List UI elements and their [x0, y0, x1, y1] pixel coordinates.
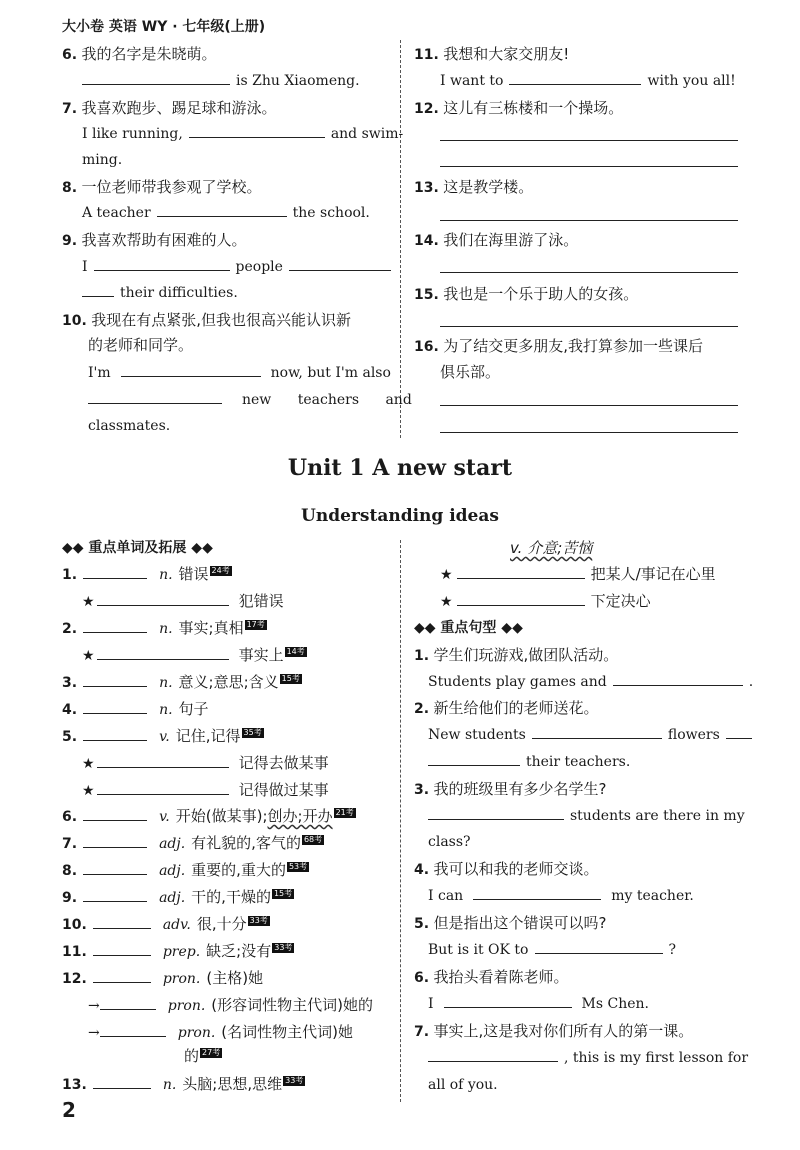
answer-blank[interactable] — [289, 257, 391, 271]
answer-blank[interactable] — [473, 886, 601, 900]
answer-blank[interactable] — [97, 592, 229, 606]
answer-line: , this is my first lesson for — [428, 1048, 748, 1068]
list-item: 16. 为了结交更多朋友,我打算参加一些课后 — [414, 337, 704, 355]
wavy-underlined-text: 创办;开办 — [267, 807, 333, 825]
answer-blank[interactable] — [457, 565, 585, 579]
answer-blank[interactable] — [83, 619, 147, 633]
exam-badge: 14考 — [286, 647, 305, 657]
answer-line: I can my teacher. — [428, 888, 694, 904]
vocab-item: 9. adj. 干的,干燥的 15考 — [62, 888, 293, 906]
list-item: 15. 我也是一个乐于助人的女孩。 — [414, 285, 639, 303]
list-item: 5. 但是指出这个错误可以吗? — [414, 914, 607, 932]
answer-blank[interactable] — [93, 1075, 151, 1089]
answer-blank[interactable] — [94, 257, 230, 271]
answer-line[interactable] — [440, 166, 738, 167]
answer-blank[interactable] — [444, 994, 572, 1008]
list-item: 11. 我想和大家交朋友! — [414, 45, 570, 63]
list-item-cont: 俱乐部。 — [440, 363, 501, 381]
answer-line-cont: all of you. — [428, 1077, 498, 1093]
answer-blank[interactable] — [93, 969, 151, 983]
exam-badge: 33考 — [274, 943, 293, 953]
exam-badge: 35考 — [243, 728, 262, 738]
answer-line[interactable] — [440, 405, 738, 406]
list-item: 8. 一位老师带我参观了学校。 — [62, 178, 262, 196]
vocab-heading: ◆◆ 重点单词及拓展 ◆◆ — [62, 540, 213, 556]
answer-blank[interactable] — [83, 700, 147, 714]
vocab-item: 12. pron. (主格)她 — [62, 969, 264, 987]
answer-blank[interactable] — [97, 754, 229, 768]
answer-line-cont: classmates. — [88, 418, 171, 434]
answer-line[interactable] — [440, 326, 738, 327]
answer-line: I want to with you all! — [440, 73, 736, 89]
answer-blank[interactable] — [97, 781, 229, 795]
exam-badge: 27考 — [202, 1048, 221, 1058]
answer-line: New students flowers — [428, 725, 758, 745]
answer-blank[interactable] — [100, 1023, 166, 1037]
vocab-item: 1. n. 错误 24考 — [62, 565, 230, 583]
answer-blank[interactable] — [457, 592, 585, 606]
list-item: 14. 我们在海里游了泳。 — [414, 231, 579, 249]
list-item: 1. 学生们玩游戏,做团队活动。 — [414, 646, 619, 664]
answer-blank[interactable] — [97, 646, 229, 660]
answer-blank[interactable] — [83, 727, 147, 741]
vocab-item: 6. v. 开始(做某事);创办;开办 21考 — [62, 807, 354, 825]
answer-line-cont: ming. — [82, 152, 123, 168]
vocab-item: ★ 记得做过某事 — [82, 781, 329, 799]
answer-blank[interactable] — [83, 834, 147, 848]
list-item: 3. 我的班级里有多少名学生? — [414, 780, 607, 798]
vocab-item: 2. n. 事实;真相 17考 — [62, 619, 265, 637]
vocab-item: 7. adj. 有礼貌的,客气的 68考 — [62, 834, 323, 852]
answer-line: is Zhu Xiaomeng. — [82, 71, 360, 91]
vocab-item-cont: v. 介意;苦恼 — [510, 539, 593, 557]
answer-line[interactable] — [440, 432, 738, 433]
answer-blank[interactable] — [82, 283, 114, 297]
vocab-item: 8. adj. 重要的,重大的 53考 — [62, 861, 308, 879]
answer-blank[interactable] — [428, 1048, 558, 1062]
vocab-item: 13. n. 头脑;思想,思维 33考 — [62, 1075, 304, 1093]
exam-badge: 17考 — [246, 620, 265, 630]
answer-blank[interactable] — [83, 673, 147, 687]
list-item: 13. 这是教学楼。 — [414, 178, 534, 196]
section-title: Understanding ideas — [301, 506, 499, 526]
answer-line[interactable] — [440, 220, 738, 221]
vocab-item: → pron. (形容词性物主代词)她的 — [88, 996, 374, 1014]
exam-badge: 21考 — [335, 808, 354, 818]
list-item: 6. 我抬头看着陈老师。 — [414, 968, 569, 986]
vocab-item: 11. prep. 缺乏;没有 33考 — [62, 942, 293, 960]
answer-blank[interactable] — [613, 672, 743, 686]
answer-line: But is it OK to ? — [428, 942, 677, 958]
answer-line: Students play games and . — [428, 674, 754, 690]
answer-blank[interactable] — [83, 861, 147, 875]
list-item: 7. 事实上,这是我对你们所有人的第一课。 — [414, 1022, 694, 1040]
column-divider-bottom — [400, 540, 401, 1102]
answer-line-cont: their teachers. — [428, 752, 630, 772]
list-item: 2. 新生给他们的老师送花。 — [414, 699, 599, 717]
vocab-item: 5. v. 记住,记得 35考 — [62, 727, 262, 745]
answer-line: I'm now, but I'm also — [88, 365, 391, 381]
vocab-item: ★ 事实上 14考 — [82, 646, 305, 664]
answer-blank[interactable] — [93, 915, 151, 929]
vocab-item-cont: 的 27考 — [184, 1047, 221, 1065]
answer-blank[interactable] — [726, 725, 752, 739]
list-item: 9. 我喜欢帮助有困难的人。 — [62, 231, 247, 249]
answer-blank[interactable] — [88, 390, 222, 404]
vocab-item: 4. n. 句子 — [62, 700, 209, 718]
answer-blank[interactable] — [532, 725, 662, 739]
vocab-item: 10. adv. 很,十分 33考 — [62, 915, 268, 933]
answer-line: I Ms Chen. — [428, 996, 649, 1012]
vocab-item: → pron. (名词性物主代词)她 — [88, 1023, 354, 1041]
answer-blank[interactable] — [82, 71, 230, 85]
list-item: 10. 我现在有点紧张,但我也很高兴能认识新 — [62, 311, 352, 329]
exam-badge: 24考 — [211, 566, 230, 576]
answer-line-cont: class? — [428, 834, 471, 850]
answer-blank[interactable] — [100, 996, 156, 1010]
list-item: 7. 我喜欢跑步、踢足球和游泳。 — [62, 99, 277, 117]
list-item-cont: 的老师和同学。 — [88, 336, 194, 354]
answer-line: A teacher the school. — [82, 205, 370, 221]
unit-title: Unit 1 A new start — [287, 455, 513, 481]
list-item: 4. 我可以和我的老师交谈。 — [414, 860, 599, 878]
answer-line-cont: their difficulties. — [82, 283, 238, 303]
answer-blank[interactable] — [428, 806, 564, 820]
answer-blank[interactable] — [83, 807, 147, 821]
exam-badge: 15考 — [273, 889, 293, 899]
exam-badge: 68考 — [303, 835, 323, 845]
exam-badge: 33考 — [249, 916, 268, 926]
answer-blank[interactable] — [535, 940, 663, 954]
answer-line[interactable] — [440, 140, 738, 141]
answer-blank[interactable] — [83, 888, 147, 902]
list-item: 12. 这儿有三栋楼和一个操场。 — [414, 99, 624, 117]
answer-blank[interactable] — [121, 363, 261, 377]
exam-badge: 15考 — [281, 674, 300, 684]
page-number: 2 — [62, 1098, 76, 1122]
page-header: 大小卷 英语 WY · 七年级(上册) — [62, 19, 266, 35]
answer-blank[interactable] — [428, 752, 520, 766]
list-item: 6. 我的名字是朱晓萌。 — [62, 45, 217, 63]
answer-line: I people — [82, 257, 397, 277]
answer-blank[interactable] — [83, 565, 147, 579]
answer-blank[interactable] — [93, 942, 151, 956]
exam-badge: 33考 — [285, 1076, 304, 1086]
exam-badge: 53考 — [288, 862, 308, 872]
answer-blank[interactable] — [189, 124, 325, 138]
answer-line: I like running, and swim- — [82, 126, 404, 142]
vocab-item: ★ 下定决心 — [440, 592, 651, 610]
answer-blank[interactable] — [509, 71, 641, 85]
answer-line[interactable] — [440, 272, 738, 273]
vocab-item: 3. n. 意义;意思;含义 15考 — [62, 673, 300, 691]
column-divider-top — [400, 40, 401, 438]
sentences-heading: ◆◆ 重点句型 ◆◆ — [414, 620, 523, 636]
vocab-item: ★ 记得去做某事 — [82, 754, 329, 772]
vocab-item: ★ 犯错误 — [82, 592, 284, 610]
answer-blank[interactable] — [157, 203, 287, 217]
vocab-item: ★ 把某人/事记在心里 — [440, 565, 716, 583]
answer-line: new teachers and — [88, 390, 412, 410]
answer-line: students are there in my — [428, 806, 745, 826]
